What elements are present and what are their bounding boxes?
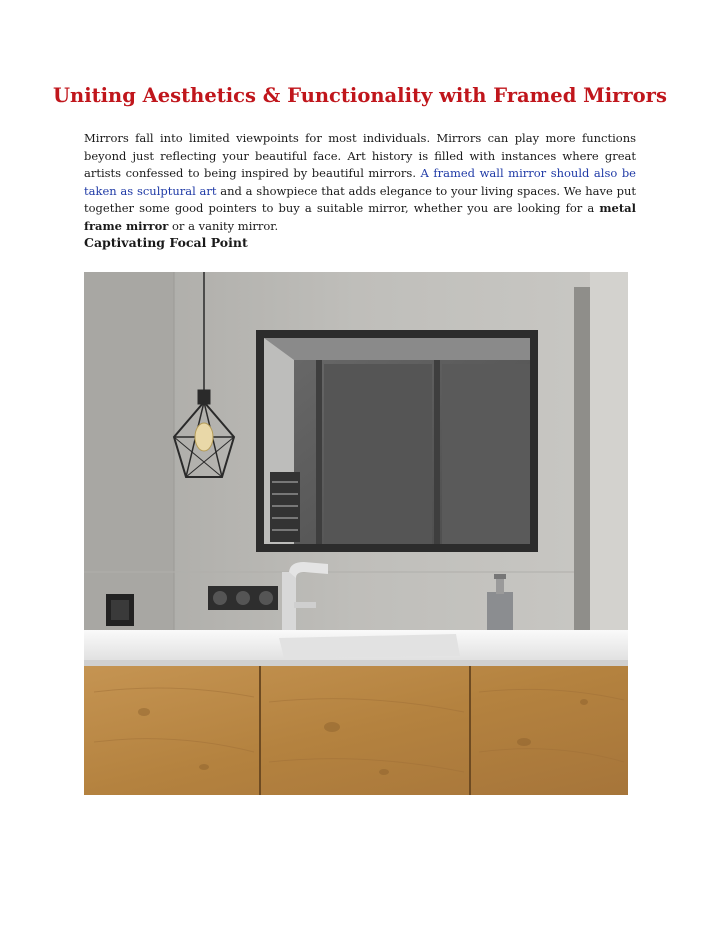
framed-mirror — [256, 330, 538, 552]
section-heading: Captivating Focal Point — [84, 235, 248, 250]
page-title: Uniting Aesthetics & Functionality with Framed Mirrors — [53, 84, 667, 107]
light-switch — [106, 594, 134, 626]
metal-frame-mirror-bold: metal frame mirror — [84, 201, 636, 233]
shower-glass-edge — [574, 287, 590, 632]
intro-text-end: or a vanity mirror. — [168, 218, 279, 233]
intro-paragraph — [84, 130, 636, 236]
wall-sockets — [208, 586, 278, 610]
intro-text: Mirrors fall into limited viewpoints for most individuals. Mirrors can play more functions beyond just reflecting your beautiful face. Art history is filled with instances where great artists confessed to being inspired by beautiful mirrors. — [84, 131, 636, 181]
bathroom-mirror-photo — [84, 272, 628, 795]
sculptural-art-link[interactable]: A framed wall mirror should also be taken as sculptural art — [84, 166, 636, 198]
wooden-cabinet — [84, 666, 628, 795]
intro-text-continued: and a showpiece that adds elegance to your living spaces. We have put together some good pointers to buy a suitable mirror, whether you are looking for a — [84, 183, 636, 216]
